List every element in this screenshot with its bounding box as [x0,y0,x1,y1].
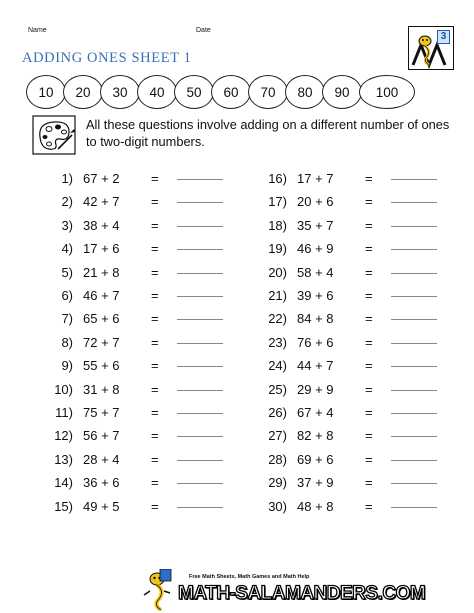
equals-sign: = [151,428,159,444]
question-number: 16) [268,171,287,186]
answer-field[interactable] [391,390,437,391]
question-expression: 20 + 6 [297,194,334,210]
answer-field[interactable] [391,483,437,484]
question-number: 14) [54,475,73,491]
question-expression: 84 + 8 [297,311,334,327]
number-bubble: 20 [63,75,103,109]
question-expression: 37 + 9 [297,475,334,491]
number-bubble: 70 [248,75,288,109]
number-bubble: 10 [26,75,66,109]
answer-field[interactable] [391,436,437,437]
question-expression: 29 + 9 [297,381,334,397]
answer-field[interactable] [177,296,223,297]
question-number: 20) [268,264,287,280]
equals-sign: = [365,451,373,467]
answer-field[interactable] [177,366,223,367]
question-number: 2) [61,194,73,210]
equals-sign: = [365,475,373,491]
equals-sign: = [365,288,373,303]
question-expression: 21 + 8 [83,264,120,280]
question-number: 11) [55,405,73,420]
answer-field[interactable] [391,460,437,461]
question-number: 6) [61,288,73,303]
number-bubble: 90 [322,75,362,109]
question-expression: 17 + 7 [297,171,334,186]
equals-sign: = [151,311,159,327]
answer-field[interactable] [391,413,437,414]
equals-sign: = [365,171,373,186]
number-bubble: 80 [285,75,325,109]
equals-sign: = [365,428,373,444]
answer-field[interactable] [177,202,223,203]
question-expression: 46 + 9 [297,241,334,257]
answer-field[interactable] [391,273,437,274]
equals-sign: = [365,334,373,350]
question-number: 25) [268,381,287,397]
answer-field[interactable] [391,507,437,508]
equals-sign: = [365,241,373,257]
equals-sign: = [365,405,373,420]
question-number: 21) [268,288,287,303]
question-expression: 58 + 4 [297,264,334,280]
instructions-text: All these questions involve adding on a different number of ones to two-digit numbers. [86,117,450,149]
question-number: 3) [61,217,73,233]
answer-field[interactable] [177,343,223,344]
equals-sign: = [151,451,159,467]
answer-field[interactable] [177,460,223,461]
question-number: 9) [61,358,73,374]
question-expression: 49 + 5 [83,498,120,514]
question-expression: 76 + 6 [297,334,334,350]
question-number: 23) [268,334,287,350]
question-expression: 39 + 6 [297,288,334,303]
question-expression: 44 + 7 [297,358,334,374]
question-expression: 67 + 2 [83,171,120,186]
question-expression: 55 + 6 [83,358,120,374]
equals-sign: = [365,498,373,514]
number-bubble: 30 [100,75,140,109]
question-number: 18) [268,217,287,233]
answer-field[interactable] [391,343,437,344]
question-expression: 36 + 6 [83,475,120,491]
question-expression: 38 + 4 [83,217,120,233]
equals-sign: = [151,334,159,350]
question-number: 30) [268,498,287,514]
answer-field[interactable] [391,226,437,227]
equals-sign: = [151,288,159,303]
equals-sign: = [365,358,373,374]
question-number: 4) [61,241,73,257]
question-expression: 17 + 6 [83,241,120,257]
question-expression: 35 + 7 [297,217,334,233]
footer-salamander-icon [140,569,174,611]
number-bubble: 40 [137,75,177,109]
answer-field[interactable] [391,296,437,297]
question-number: 17) [268,194,287,210]
answer-field[interactable] [177,390,223,391]
number-bubble: 60 [211,75,251,109]
answer-field[interactable] [391,366,437,367]
question-number: 29) [268,475,287,491]
paint-palette-icon [32,115,76,155]
number-bubble: 50 [174,75,214,109]
answer-field[interactable] [177,319,223,320]
question-expression: 56 + 7 [83,428,120,444]
answer-field[interactable] [391,319,437,320]
answer-field[interactable] [391,202,437,203]
answer-field[interactable] [177,413,223,414]
question-expression: 75 + 7 [83,405,120,420]
question-number: 7) [61,311,73,327]
question-number: 28) [268,451,287,467]
question-number: 24) [268,358,287,374]
equals-sign: = [365,217,373,233]
answer-field[interactable] [391,249,437,250]
equals-sign: = [151,498,159,514]
number-bubble: 100 [359,75,415,109]
question-expression: 67 + 4 [297,405,334,420]
question-expression: 65 + 6 [83,311,120,327]
equals-sign: = [365,381,373,397]
footer-brand[interactable]: MATH-SALAMANDERS.COM [178,583,426,604]
question-number: 22) [268,311,287,327]
question-number: 26) [268,405,287,420]
question-expression: 46 + 7 [83,288,120,303]
question-number: 27) [268,428,287,444]
question-number: 5) [61,264,73,280]
name-label: Name [28,27,47,34]
equals-sign: = [151,171,159,186]
equals-sign: = [365,194,373,210]
salamander-logo [408,26,454,70]
answer-field[interactable] [177,483,223,484]
question-number: 1) [61,171,73,186]
equals-sign: = [151,405,159,420]
answer-field[interactable] [391,179,437,180]
answer-field[interactable] [177,273,223,274]
question-expression: 31 + 8 [83,381,120,397]
equals-sign: = [365,311,373,327]
footer-tagline: Free Math Sheets, Math Games and Math Help [189,574,310,580]
question-number: 19) [268,241,287,257]
worksheet-title: ADDING ONES SHEET 1 [22,50,192,66]
equals-sign: = [151,194,159,210]
equals-sign: = [365,264,373,280]
equals-sign: = [151,217,159,233]
question-number: 8) [61,334,73,350]
grade-badge: 3 [437,30,450,44]
answer-field[interactable] [177,226,223,227]
question-expression: 69 + 6 [297,451,334,467]
answer-field[interactable] [177,507,223,508]
question-expression: 82 + 8 [297,428,334,444]
question-expression: 72 + 7 [83,334,120,350]
question-number: 15) [54,498,73,514]
question-number: 10) [54,381,73,397]
answer-field[interactable] [177,436,223,437]
equals-sign: = [151,241,159,257]
question-number: 12) [54,428,73,444]
equals-sign: = [151,358,159,374]
question-number: 13) [54,451,73,467]
question-expression: 28 + 4 [83,451,120,467]
equals-sign: = [151,264,159,280]
equals-sign: = [151,381,159,397]
question-expression: 48 + 8 [297,498,334,514]
answer-field[interactable] [177,179,223,180]
date-label: Date [196,27,211,34]
question-expression: 42 + 7 [83,194,120,210]
equals-sign: = [151,475,159,491]
answer-field[interactable] [177,249,223,250]
